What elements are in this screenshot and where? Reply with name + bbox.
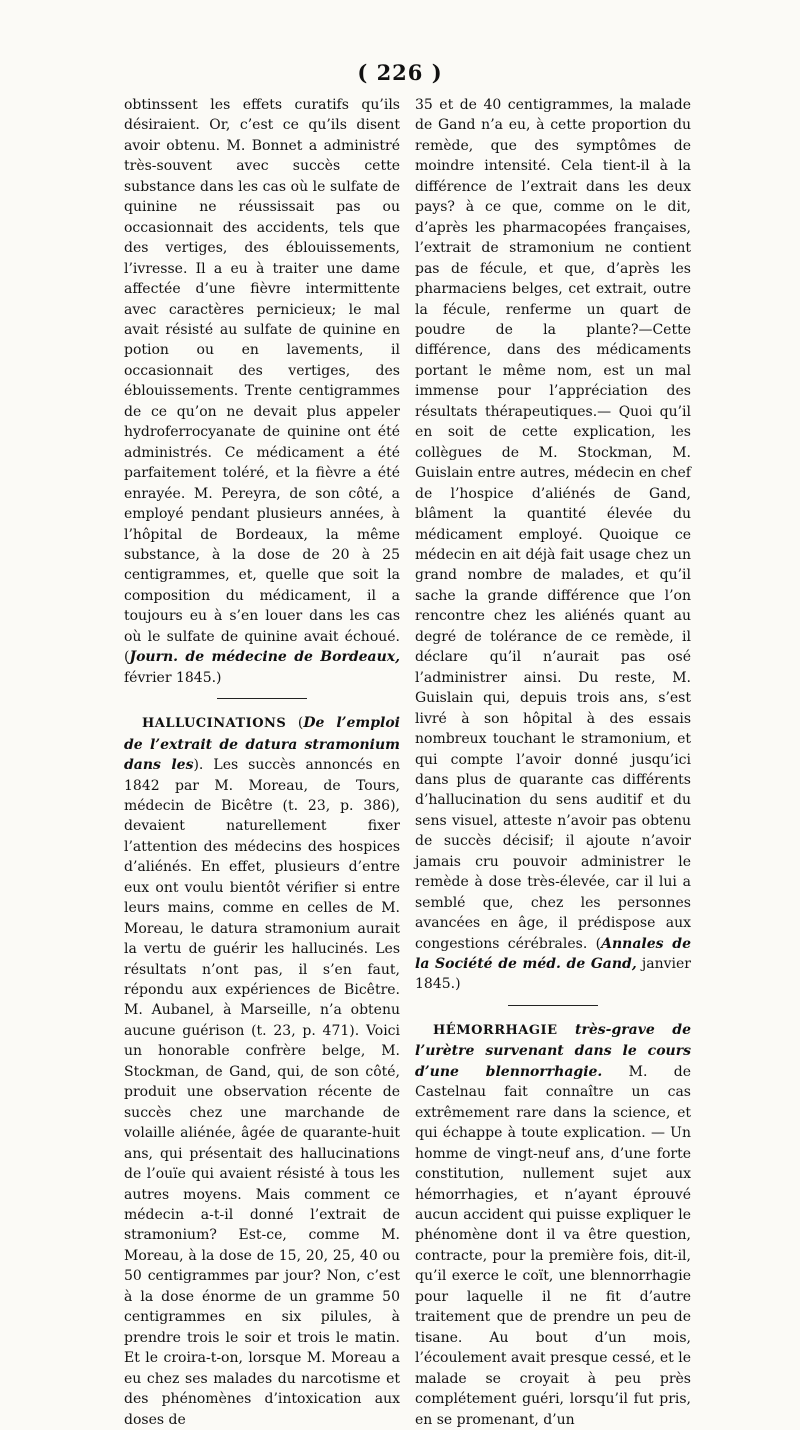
- left-paragraph-2: [124, 713, 400, 1430]
- right-column: [415, 95, 691, 1430]
- right-paragraph-1-text: 35 et de 40 centigrammes, la malade de Gand n’a eu, à cette proportion du remède, que des symptômes de moindre intensité. Cela tient-il à la différence de l’extrait dans les deux pays? à ce que, comme on le dit, d’après les pharmacopées françaises, l’extrait de stramonium ne contient pas de fécule, et que, d’après les pharmaciens belges, cet extrait, outre la fécule, renferme un quart de poudre de la plante?—Cette différence, dans des médicaments portant le même nom, est un mal immense pour l’appréciation des résultats thérapeutiques.— Quoi qu’il en soit de cette explication, les collègues de M. Stockman, M. Guislain entre autres, médecin en chef de l’hospice d’aliénés de Gand, blâment la quantité élevée du médicament employé. Quoique ce médecin en ait déjà fait usage chez un grand nombre de malades, et qu’il sache la grande différence que l’on rencontre chez les aliénés quant au degré de tolérance de ce remède, il déclare qu’il n’aurait pas osé l’administrer ainsi. Du reste, M. Guislain qui, depuis trois ans, s’est livré à son hôpital à des essais nombreux touchant le stramonium, et qui compte l’avoir donné jusqu’ici dans plus de quarante cas différents d’hallucination du sens auditif et du sens visuel, atteste n’avoir pas obtenu de succès décisif; il ajoute n’avoir jamais cru pouvoir administrer le remède à dose très-élevée, car il lui a semblé que, chez les personnes avancées en âge, il prédispose aux congestions cérébrales. (: [415, 97, 691, 952]
- left-paragraph-2-sub-open: (: [286, 715, 304, 732]
- page-number: ( 226 ): [357, 60, 443, 85]
- section-subtitle-hemorrhagie: très-grave de l’urètre survenant dans le cours d’une blennorrhagie.: [415, 1021, 691, 1080]
- section-divider: [508, 1005, 598, 1006]
- left-paragraph-2-text: ). Les succès annoncés en 1842 par M. Moreau, de Tours, médecin de Bicêtre (t. 23, p. 386), devaient naturellement fixer l’attention des médecins des hospices d’aliénés. En effet, plusieurs d’entre eux ont voulu bientôt vérifier si entre leurs mains, comme en celles de M. Moreau, le datura stramonium aurait la vertu de guérir les hallucinés. Les résultats n’ont pas, il s’en faut, répondu aux expériences de Bicêtre. M. Aubanel, à Marseille, n’a obtenu aucune guérison (t. 23, p. 471). Voici un honorable confrère belge, M. Stockman, de Gand, qui, de son côté, produit une observation récente de succès chez une marchande de volaille aliénée, âgée de quarante-huit ans, qui présentait des hallucinations de l’ouïe qui avaient résisté à tous les autres moyens. Mais comment ce médecin a-t-il donné l’extrait de stramonium? Est-ce, comme M. Moreau, à la dose de 15, 20, 25, 40 ou 50 centigrammes par jour? Non, c’est à la dose énorme de un gramme 50 centigrammes en six pilules, à prendre trois le soir et trois le matin. Et le croira-t-on, lorsque M. Moreau a eu chez ses malades du narcotisme et des phénomènes d’intoxication aux doses de: [124, 757, 400, 1428]
- left-paragraph-1: [124, 95, 400, 688]
- left-paragraph-1-source: Journ. de médecine de Bordeaux,: [129, 649, 400, 666]
- right-paragraph-1: [415, 95, 691, 995]
- right-paragraph-1-source: Annales de la Société de méd. de Gand,: [415, 935, 691, 973]
- section-divider: [217, 698, 307, 699]
- left-column: [124, 95, 400, 1430]
- section-subtitle-hallucinations: De l’emploi de l’extrait de datura stramonium dans les: [124, 715, 400, 774]
- right-paragraph-2: [415, 1020, 691, 1430]
- section-heading-hallucinations: HALLUCINATIONS: [142, 716, 287, 732]
- right-paragraph-2-text: M. de Castelnau fait connaître un cas extrêmement rare dans la science, et qui échappe à toute explication. — Un homme de vingt-neuf ans, d’une forte constitution, nullement sujet aux hémorrhagies, et n’ayant éprouvé aucun accident qui puisse expliquer le phénomène dont il va être question, contracte, pour la première fois, dit-il, qu’il exerce le coït, une blennorrhagie pour laquelle il ne fit d’autre traitement que de prendre un peu de tisane. Au bout d’un mois, l’écoulement avait presque cessé, et le malade se croyait à peu près complétement guéri, lorsqu’il fut pris, en se promenant, d’un: [415, 1063, 692, 1428]
- right-paragraph-1-end: janvier 1845.): [415, 956, 691, 993]
- left-paragraph-1-text: obtinssent les effets curatifs qu’ils désiraient. Or, c’est ce qu’ils disent avoir obtenu. M. Bonnet a administré très-souvent avec succès cette substance dans les cas où le sulfate de quinine ne réussissait pas ou occasionnait des accidents, tels que des vertiges, des éblouissements, l’ivresse. Il a eu à traiter une dame affectée d’une fièvre intermittente avec caractères pernicieux; le mal avait résisté au sulfate de quinine en potion ou en lavements, il occasionnait des vertiges, des éblouissements. Trente centigrammes de ce qu’on ne devait plus appeler hydroferrocyanate de quinine ont été administrés. Ce médicament a été parfaitement toléré, et la fièvre a été enrayée. M. Pereyra, de son côté, a employé pendant plusieurs années, à l’hôpital de Bordeaux, la même substance, à la dose de 20 à 25 centigrammes, et, quelle que soit la composition du médicament, il a toujours eu à s’en louer dans les cas où le sulfate de quinine avait échoué. (: [124, 97, 400, 666]
- section-heading-hemorrhagie: HÉMORRHAGIE: [433, 1022, 558, 1038]
- left-paragraph-1-end: février 1845.): [124, 669, 222, 686]
